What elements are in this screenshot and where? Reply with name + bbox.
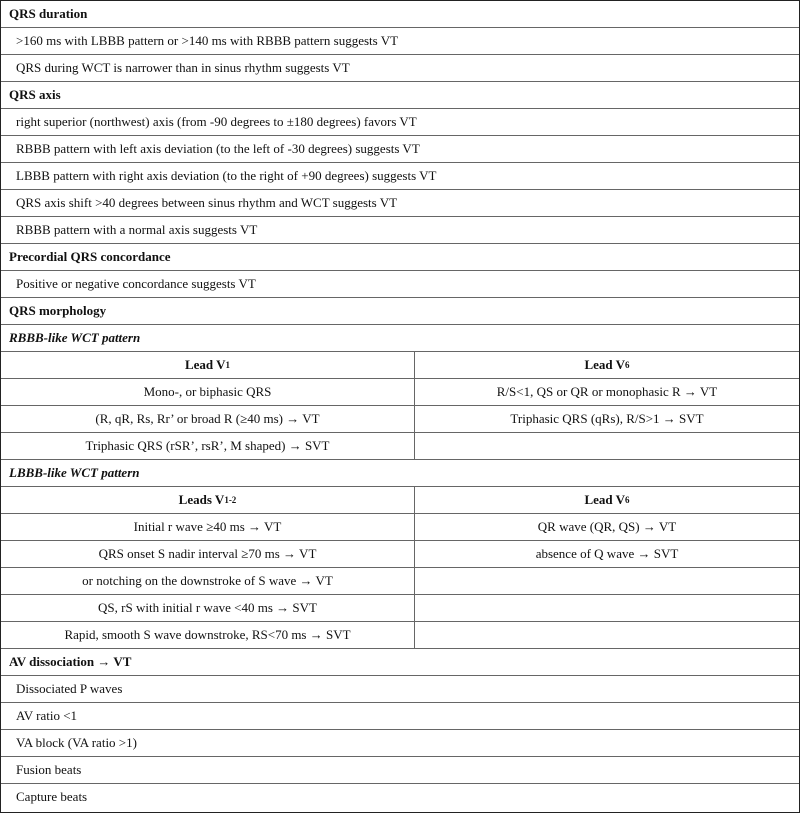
lbbb-v1-2-criterion: QRS onset S nadir interval ≥70 ms → VT [1,541,415,567]
header-subscript: 6 [625,495,630,505]
lbbb-v6-criterion [415,595,799,621]
criterion-row: Dissociated P waves [1,676,799,703]
rbbb-column-headers [1,352,799,379]
rbbb-v1-criterion: Triphasic QRS (rSR’, rsR’, M shaped) → SVT [1,433,415,459]
section-header-qrs-morphology: QRS morphology [1,298,799,325]
criterion-row: Capture beats [16,788,88,804]
section-header-qrs-axis: QRS axis [1,82,799,109]
lbbb-criteria-row [1,622,799,649]
header-label: Lead V [584,492,626,507]
rbbb-criteria-row [1,406,799,433]
criterion-row: >160 ms with LBBB pattern or >140 ms with RBBB pattern suggests VT [1,28,799,55]
lbbb-v1-2-criterion: or notching on the downstroke of S wave → VT [1,568,415,594]
header-label: Lead V [584,357,626,372]
lbbb-v1-2-criterion: Rapid, smooth S wave downstroke, RS<70 ms → SVT [1,622,415,648]
lbbb-v1-2-criterion: Initial r wave ≥40 ms → VT [1,514,415,540]
section-header-precordial-concordance: Precordial QRS concordance [1,244,799,271]
header-label: Lead V [184,357,226,372]
lbbb-v6-criterion [415,568,799,594]
rbbb-criteria-row [1,433,799,460]
header-subscript: 1 [225,360,231,370]
lbbb-criteria-row [1,568,799,595]
criterion-row: QRS axis shift >40 degrees between sinus rhythm and WCT suggests VT [1,190,799,217]
criterion-row: LBBB pattern with right axis deviation (to the right of +90 degrees) suggests VT [1,163,799,190]
subsection-header-rbbb: RBBB-like WCT pattern [1,325,799,352]
lbbb-v6-criterion: QR wave (QR, QS) → VT [537,519,677,534]
lbbb-header-lead-v6 [415,487,799,513]
section-header-av-dissociation: AV dissociation → VT [1,649,799,676]
rbbb-v1-criterion: (R, qR, Rs, Rr’ or broad R (≥40 ms) → VT [1,406,415,432]
criterion-row: RBBB pattern with a normal axis suggests VT [1,217,799,244]
lbbb-v1-2-criterion: QS, rS with initial r wave <40 ms → SVT [1,595,415,621]
criterion-row: AV ratio <1 [1,703,799,730]
header-label: Leads V [178,492,225,507]
header-subscript: 1-2 [224,495,237,505]
lbbb-criteria-row [1,595,799,622]
rbbb-v1-criterion: Mono-, or biphasic QRS [1,379,415,405]
subsection-header-lbbb: LBBB-like WCT pattern [1,460,799,487]
lbbb-criteria-row [1,541,799,568]
lbbb-header-leads-v1-2 [1,487,415,513]
lbbb-criteria-row [1,514,799,541]
rbbb-header-lead-v1 [1,352,415,378]
section-header-qrs-duration: QRS duration [1,1,799,28]
lbbb-v6-criterion [415,622,799,648]
rbbb-v6-criterion [415,433,799,459]
criterion-row: VA block (VA ratio >1) [1,730,799,757]
rbbb-v6-criterion: Triphasic QRS (qRs), R/S>1 → SVT [510,411,704,426]
header-subscript: 6 [625,360,630,370]
rbbb-criteria-row [1,379,799,406]
rbbb-header-lead-v6 [415,352,799,378]
criterion-row: QRS during WCT is narrower than in sinus rhythm suggests VT [1,55,799,82]
criterion-row: right superior (northwest) axis (from -90 degrees to ±180 degrees) favors VT [1,109,799,136]
criterion-row: Positive or negative concordance suggests VT [1,271,799,298]
criterion-row: Fusion beats [1,757,799,784]
lbbb-v6-criterion: absence of Q wave → SVT [535,546,679,561]
criterion-row: RBBB pattern with left axis deviation (to the left of -30 degrees) suggests VT [1,136,799,163]
lbbb-column-headers [1,487,799,514]
rbbb-v6-criterion: R/S<1, QS or QR or monophasic R → VT [496,384,718,399]
